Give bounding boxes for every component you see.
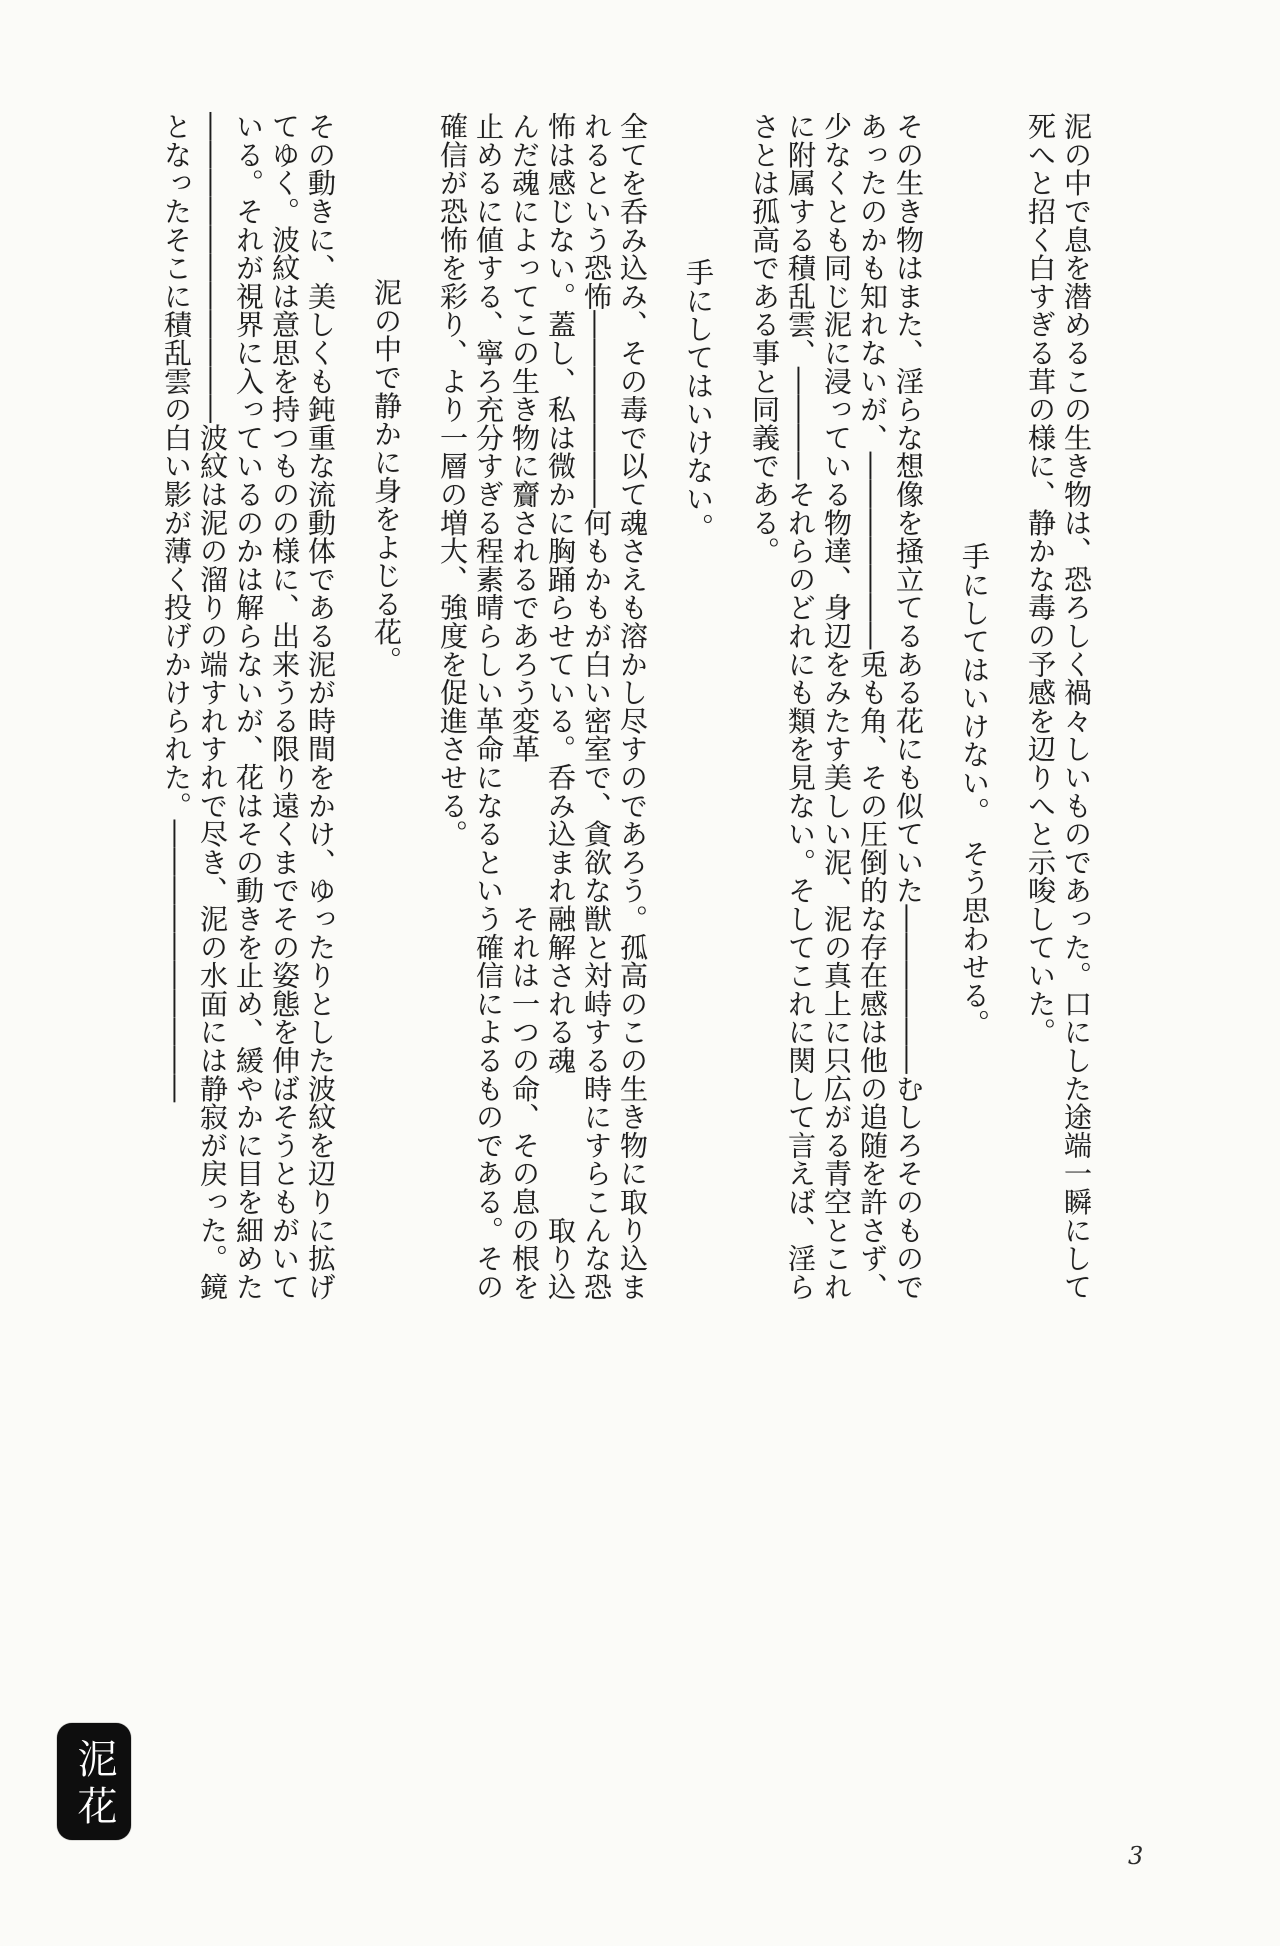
- paragraph-2: 手にしてはいけない。 そう思わせる。: [958, 542, 991, 1038]
- paragraph-5: 全てを呑み込み、その毒で以て魂さえも溶かし尽すのであろう。孤高のこの生き物に取り込まれるという恐怖―――――――何もかもが白い密室で、貪欲な獣と対峙する時にすらこんな恐怖は感じない。蓋し、私は微かに胸踊らせている。呑み込まれ融解される魂 取り込んだ魂によってこの生き物に齎されるであろう変革 それは一つの命、その息の根を止めるに値する、寧ろ充分すぎる程素晴らしい革命になるという確信によるものである。その確信が恐怖を彩り、より一層の増大、強度を促進させる。: [436, 112, 649, 1301]
- paragraph-1: 泥の中で息を潜めるこの生き物は、恐ろしく禍々しいものであった。口にした途端一瞬にして死へと招く白すぎる茸の様に、静かな毒の予感を辺りへと示唆していた。: [1024, 112, 1093, 1301]
- paragraph-6: 泥の中で静かに身をよじる花。: [370, 278, 403, 675]
- paragraph-4: 手にしてはいけない。: [682, 258, 715, 541]
- page-number: 3: [1128, 1842, 1144, 1870]
- paragraph-3: その生き物はまた、淫らな想像を掻立てるある花にも似ていた――――――むしろそのものであったのかも知れないが、―――――――兎も角、その圧倒的な存在感は他の追随を許さず、少なくとも同じ泥に浸っている物達、身辺をみたす美しい泥、泥の真上に只広がる青空とこれに附属する積乱雲、――――それらのどれにも類を見ない。そしてこれに関して言えば、淫らさとは孤高である事と同義である。: [748, 112, 925, 1301]
- body-text: [158, 112, 1094, 1304]
- title-seal: [57, 1723, 131, 1840]
- title-seal-text: 泥花: [71, 1738, 117, 1832]
- paragraph-7: その動きに、美しくも鈍重な流動体である泥が時間をかけ、ゆったりとした波紋を辺りに拡げてゆく。波紋は意思を持つものの様に、出来うる限り遠くまでその姿態を伸ばそうともがいている。それが視界に入っているのかは解らないが、花はその動きを止め、緩やかに目を細めた―――――――――――波紋は泥の溜りの端すれすれで尽き、泥の水面には静寂が戻った。鏡となったそこに積乱雲の白い影が薄く投げかけられた。――――――――――: [160, 112, 337, 1301]
